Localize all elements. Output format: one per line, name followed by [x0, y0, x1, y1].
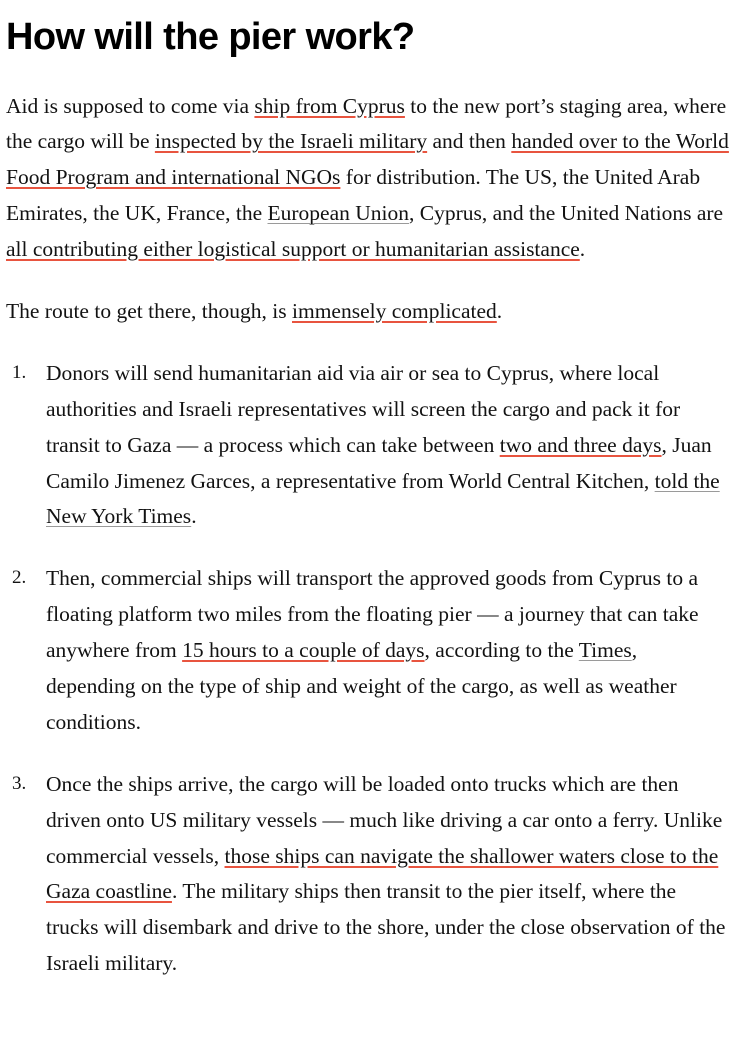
highlighted-text: ship from Cyprus	[254, 93, 405, 118]
highlighted-text: immensely complicated	[292, 299, 497, 323]
list-item-text: Then, commercial ships will transport the approved goods from Cyprus to a floating platform two miles from the floating pier — a journey that can take anywhere from 15 hours to a couple of days, according to the Times, depending on the type of ship and weight of the cargo, as well as weather conditions.	[46, 566, 699, 734]
list-marker: 1.	[12, 361, 27, 383]
highlighted-text: two and three days	[499, 432, 662, 457]
page-title: How will the pier work?	[6, 16, 415, 58]
list-item	[6, 561, 730, 740]
list-item	[6, 356, 730, 535]
paragraph: The route to get there, though, is immensely complicated.	[6, 299, 503, 323]
paragraph-list	[6, 89, 730, 330]
inline-link[interactable]: told the New York Times	[46, 468, 720, 529]
steps-list	[6, 356, 730, 982]
highlighted-text: handed over to the World Food Program and international NGOs	[6, 129, 729, 190]
highlighted-text: 15 hours to a couple of days	[182, 638, 425, 663]
highlighted-text: all contributing either logistical support or humanitarian assistance	[6, 237, 580, 262]
highlighted-text: inspected by the Israeli military	[154, 129, 428, 154]
list-marker: 2.	[12, 567, 27, 589]
list-item-text: Donors will send humanitarian aid via air or sea to Cyprus, where local authorities and Israeli representatives will screen the cargo and pack it for transit to Gaza — a process which can take between two and three days, Juan Camilo Jimenez Garces, a representative from World Central Kitchen, told the New York Times.	[46, 360, 720, 529]
paragraph: Aid is supposed to come via ship from Cyprus to the new port’s staging area, where the cargo will be inspected by the Israeli military and then handed over to the World Food Program and international NGOs for distribution. The US, the United Arab Emirates, the UK, France, the European Union, Cyprus, and the United Nations are all contributing either logistical support or humanitarian assistance.	[6, 93, 729, 262]
inline-link[interactable]: Times	[578, 638, 632, 663]
list-marker: 3.	[12, 772, 27, 794]
list-item	[6, 767, 730, 982]
list-item-text: Once the ships arrive, the cargo will be loaded onto trucks which are then driven onto US military vessels — much like driving a car onto a ferry. Unlike commercial vessels, those ships can navigate the shallower waters close to the Gaza coastline. The military ships then transit to the pier itself, where the trucks will disembark and drive to the shore, under the close observation of the Israeli military.	[46, 771, 726, 976]
highlighted-text: those ships can navigate the shallower waters close to the Gaza coastline	[46, 843, 719, 904]
inline-link[interactable]: European Union	[267, 201, 410, 226]
